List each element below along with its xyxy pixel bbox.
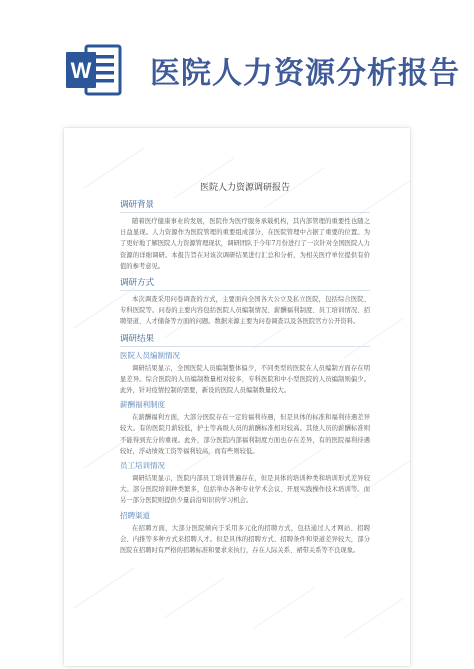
subsection-heading-compensation: 薪酬福利制度 [120,400,165,410]
paragraph-training: 调研结果显示，医院内部员工培训普遍存在，但是具体的培训种类和培训形式差异较大。部分医院培训种类繁多，包括举办各种专业学术会议、开展实践操作技术培训等。而另一部分医院则提供少量前沿知识的学习机会。 [120,475,370,505]
header-banner [0,0,474,130]
paragraph-background: 随着医疗健康事业的发展，医院作为医疗服务承载机构，其内部管理的重要性也随之日益显现。人力资源作为医院管理的重要组成部分，在医院管理中占据了重要的位置。为了更好地了解医院人力资源管理现状，调研团队于今年7月份进行了一次针对全国医院人力资源的详细调研。本报告旨在对该次调研结果进行汇总和分析，为相关医疗单位提供有价值的参考意见。 [120,218,370,270]
document-body [120,180,370,558]
paragraph-method: 本次调查采用问卷调查的方式，主要面向全国各大公立及私立医院，包括综合医院、专科医院等。问卷的主要内容包括医院人员编制情况、薪酬福利制度、员工培训情况、招聘渠道、人才储备等方面的问题。数据来源主要为问卷调查以及各医院官方公开资料。 [120,296,370,326]
paragraph-staffing: 调研结果显示，全国医院人员编制整体偏少，不同类型的医院在人员编制方面存在明显差异。综合医院的人员编制数量相对较多，专科医院和中小型医院的人员编制则偏少。此外，针对疫情控制的需要，新设的医院人员编制数量较大。 [120,364,370,395]
subsection-heading-staffing: 医院人员编制情况 [120,350,180,360]
subsection-heading-training: 员工培训情况 [120,461,165,471]
paragraph-recruitment: 在招聘方面，大部分医院倾向于采用多元化的招聘方式，包括通过人才网站、招聘会、内推等多种方式来招聘人才。但是具体的招聘方式、招聘条件和渠道差异较大，部分医院在招聘时有严格的招聘标准和要求来执行，存在人际关系、裙带关系等不良现象。 [120,524,370,555]
word-letter-w: W [70,58,92,83]
paragraph-compensation: 在薪酬福利方面，大部分医院存在一定的福利待遇，但是具体的标准和福利待遇差异较大。有的医院月薪较低，护士等高级人员的薪酬标准相对较高。其他人员的薪酬标准则不能得到充分的重视。此外，部分医院内部福利制度方面也存在差异，有的医院福利待遇较好，浮动绩效工资等福利较高，而有些则较低。 [120,414,370,455]
document-title: 医院人力资源调研报告 [199,183,290,193]
section-heading-results: 调研结果 [120,332,370,347]
word-document-icon [64,42,122,98]
banner-title: 医院人力资源分析报告 [150,56,460,91]
section-heading-background: 调研背景 [120,198,370,213]
section-heading-method: 调研方式 [120,276,370,291]
subsection-heading-recruitment: 招聘渠道 [120,510,150,520]
document-page [64,128,410,666]
